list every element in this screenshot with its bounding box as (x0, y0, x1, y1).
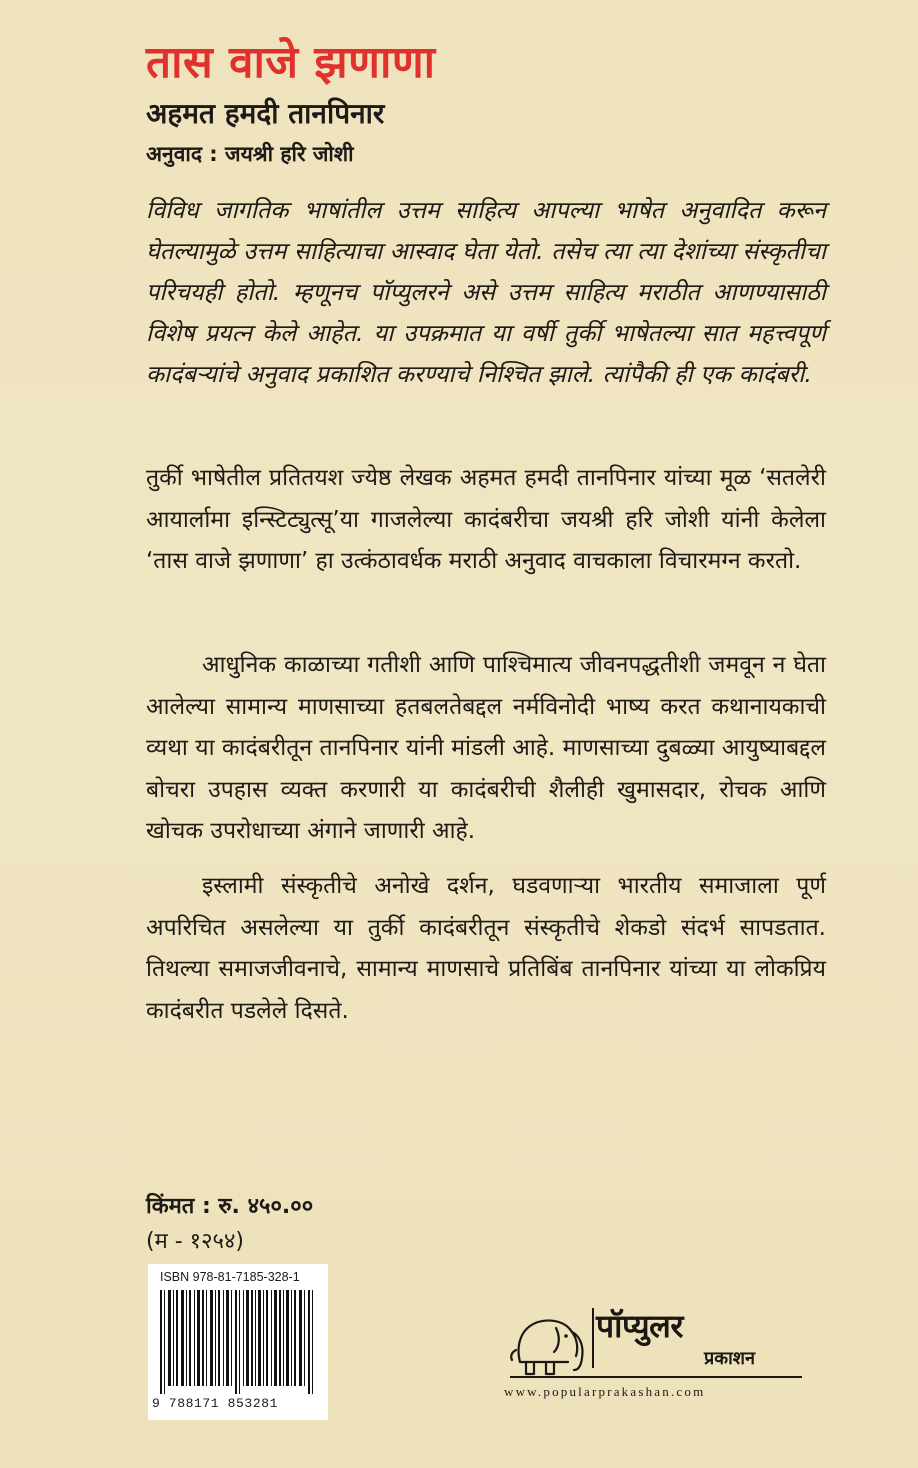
blurb-paragraph-2: आधुनिक काळाच्या गतीशी आणि पाश्चिमात्य जीवनपद्धतीशी जमवून न घेता आलेल्या सामान्य माणसाच्या हतबलतेबद्दल नर्मविनोदी भाष्य करत कथानायकाची व्यथा या कादंबरीतून तानपिनार यांनी मांडली आहे. माणसाच्या दुबळ्या आयुष्याबद्दल बोचरा उपहास व्यक्त करणारी या कादंबरीची शैलीही खुमासदार, रोचक आणि खोचक उपरोधाच्या अंगाने जाणारी आहे. (146, 652, 826, 844)
publisher-url: www.popularprakashan.com (504, 1384, 706, 1399)
author-name: अहमत हमदी तानपिनार (146, 97, 385, 130)
publisher-name: पॉप्युलर (596, 1307, 683, 1345)
logo-divider (592, 1308, 594, 1368)
publisher-logo (504, 1304, 804, 1404)
book-title: तास वाजे झणाणा (146, 37, 436, 88)
catalog-code: (म - १२५४) (146, 1229, 245, 1254)
isbn-label: ISBN 978-81-7185-328-1 (160, 1270, 300, 1284)
blurb-paragraph-1: तुर्की भाषेतील प्रतितयश ज्येष्ठ लेखक अहमत हमदी तानपिनार यांच्या मूळ ‘सतलेरी आयार्लामा इन्स्टिट्युत्सू’या गाजलेल्या कादंबरीचा जयश्री हरि जोशी यांनी केलेला ‘तास वाजे झणाणा’ हा उत्कंठावर्धक मराठी अनुवाद वाचकाला विचारमग्न करतो. (146, 465, 826, 574)
publisher-subtitle: प्रकाशन (704, 1348, 755, 1369)
blurb-paragraph-3: इस्लामी संस्कृतीचे अनोखे दर्शन, घडवणाऱ्या भारतीय समाजाला पूर्ण अपरिचित असलेल्या या तुर्की कादंबरीतून संस्कृतीचे शेकडो संदर्भ सापडतात. तिथल्या समाजजीवनाचे, सामान्य माणसाचे प्रतिबिंब तानपिनार यांच्या या लोकप्रिय कादंबरीत पडलेले दिसते. (146, 873, 826, 1024)
barcode-digits: 9 788171 853281 (152, 1396, 279, 1411)
logo-baseline (510, 1376, 802, 1378)
intro-paragraph: विविध जागतिक भाषांतील उत्तम साहित्य आपल्या भाषेत अनुवादित करून घेतल्यामुळे उत्तम साहित्याचा आस्वाद घेता येतो. तसेच त्या त्या देशांच्या संस्कृतीचा परिचयही होतो. म्हणूनच पॉप्युलरने असे उत्तम साहित्य मराठीत आणण्यासाठी विशेष प्रयत्न केले आहेत. या उपक्रमात या वर्षी तुर्की भाषेतल्या सात महत्त्वपूर्ण कादंबऱ्यांचे अनुवाद प्रकाशित करण्याचे निश्चित झाले. त्यांपैकी ही एक कादंबरी. (146, 196, 826, 388)
barcode-bars (158, 1290, 318, 1394)
elephant-icon (506, 1306, 590, 1378)
barcode (148, 1264, 328, 1420)
price: किंमत : रु. ४५०.०० (146, 1194, 314, 1219)
translator-credit: अनुवाद : जयश्री हरि जोशी (146, 142, 354, 166)
